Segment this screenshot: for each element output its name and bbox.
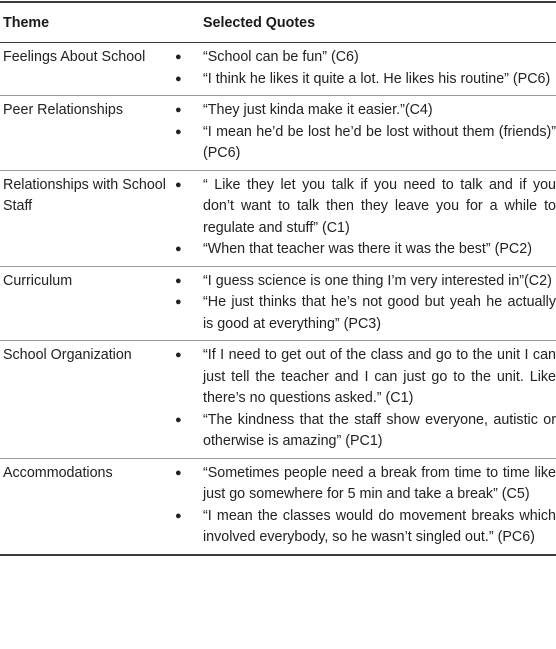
quote-text: “I mean the classes would do movement breaks which involved everybody, so he wasn’t singled out.” (PC6)	[203, 507, 556, 545]
table-row	[0, 459, 556, 554]
quote-text: “When that teacher was there it was the best” (PC2)	[203, 241, 532, 257]
quotes-cell	[172, 171, 556, 266]
quote-text: “ Like they let you talk if you need to talk and if you don’t want to talk then they leave you for a while to regulate and stuff” (C1)	[203, 176, 556, 236]
quote-item	[172, 47, 556, 69]
theme-cell: Peer Relationships	[3, 102, 124, 118]
quote-text: “I think he likes it quite a lot. He likes his routine” (PC6)	[203, 70, 551, 87]
quote-item	[172, 410, 556, 453]
bullet-icon: ●	[175, 72, 182, 85]
quote-text: “School can be fun” (C6)	[203, 49, 359, 65]
quote-text: “If I need to get out of the class and go to the unit I can just tell the teacher and I can just go to the unit. Like there’s no questions asked.” (C1)	[203, 347, 556, 406]
theme-cell: Relationships with School Staff	[3, 176, 166, 214]
theme-cell: School Organization	[3, 347, 132, 363]
quote-item	[172, 271, 556, 293]
quotes-cell	[172, 96, 556, 170]
bullet-icon: ●	[175, 413, 182, 426]
bullet-icon: ●	[175, 104, 182, 116]
quotes-cell	[172, 341, 556, 458]
quote-item	[172, 239, 556, 261]
bullet-icon: ●	[175, 243, 182, 255]
quotes-cell	[172, 43, 556, 95]
themes-table	[0, 1, 556, 556]
quote-item	[172, 122, 556, 165]
bullet-icon: ●	[175, 296, 182, 308]
bullet-icon: ●	[175, 125, 182, 138]
quote-item	[172, 345, 556, 410]
quote-text: “The kindness that the staff show everyone, autistic or otherwise is amazing” (PC1)	[203, 411, 556, 449]
quote-text: “They just kinda make it easier.”(C4)	[203, 102, 433, 118]
quote-item	[172, 100, 556, 122]
bullet-icon: ●	[175, 466, 182, 479]
table-row	[0, 43, 556, 96]
quote-item	[172, 292, 556, 335]
table-header	[0, 3, 556, 43]
header-selected-quotes: Selected Quotes	[203, 14, 316, 31]
quote-text: “I guess science is one thing I’m very interested in”(C2)	[203, 272, 552, 289]
theme-cell: Feelings About School	[3, 49, 146, 65]
quotes-cell	[172, 267, 556, 341]
table-row	[0, 96, 556, 171]
bullet-icon: ●	[175, 51, 182, 63]
bullet-icon: ●	[175, 349, 182, 361]
table-row	[0, 171, 556, 267]
theme-cell: Accommodations	[3, 464, 113, 481]
quote-item	[172, 506, 556, 549]
quote-item	[172, 69, 556, 91]
theme-cell: Curriculum	[3, 272, 73, 289]
quote-item	[172, 175, 556, 240]
quote-text: “I mean he’d be lost he’d be lost without them (friends)” (PC6)	[203, 123, 556, 161]
bullet-icon: ●	[175, 274, 182, 287]
table-row	[0, 341, 556, 459]
quotes-cell	[172, 459, 556, 554]
header-theme: Theme	[3, 14, 50, 31]
quote-text: “Sometimes people need a break from time to time like just go somewhere for 5 min and take a break” (C5)	[203, 464, 556, 502]
table-row	[0, 267, 556, 342]
quote-text: “He just thinks that he’s not good but yeah he actually is good at everything” (PC3)	[203, 294, 556, 332]
bullet-icon: ●	[175, 509, 182, 522]
bullet-icon: ●	[175, 178, 182, 191]
quote-item	[172, 463, 556, 506]
